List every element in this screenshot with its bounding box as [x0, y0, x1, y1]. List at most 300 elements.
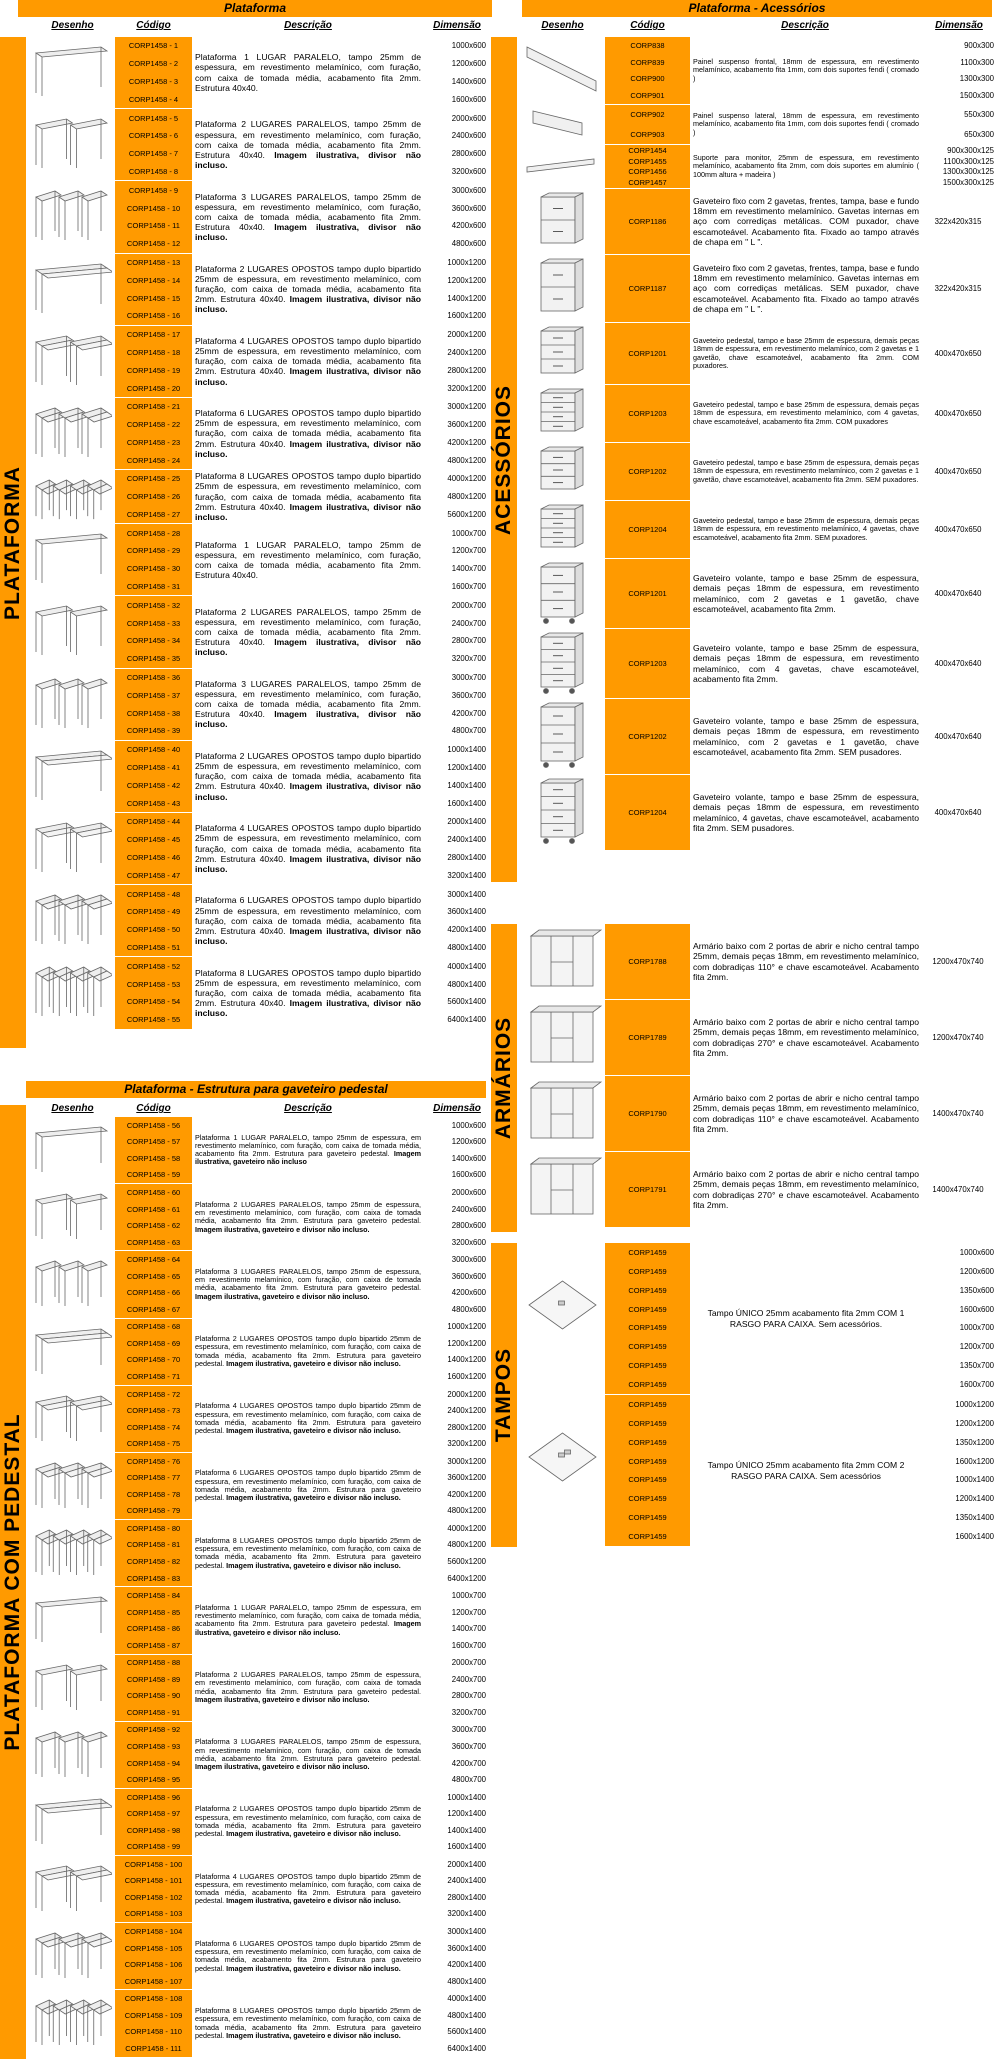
header-dimension: Dimensão: [433, 20, 481, 31]
product-codes: [605, 501, 690, 558]
product-codes: [115, 596, 192, 667]
product-code: CORP1458 - 13: [126, 257, 181, 267]
dimension-value: 1400x470x740: [932, 1185, 984, 1194]
dimension-value: 4800x1400: [447, 1976, 486, 1986]
product-code: CORP1458 - 28: [126, 528, 181, 538]
product-code: CORP1458 - 3: [128, 76, 179, 86]
product-drawing: [30, 1251, 115, 1318]
dimension-value: 1500x300x125: [942, 178, 994, 188]
product-codes: [605, 385, 690, 442]
product-codes: [115, 1184, 192, 1250]
product-code: CORP1458 - 42: [126, 780, 181, 790]
product-dimensions: [424, 596, 490, 667]
product-group: [520, 924, 998, 1000]
product-group: [520, 1243, 998, 1395]
dimension-value: 1200x470x740: [932, 1033, 984, 1042]
description-text: Tampo ÚNICO 25mm acabamento fita 2mm COM 2 RASGO PARA CAIXA. Sem acessórios: [707, 1460, 905, 1481]
header-description: Descrição: [284, 20, 332, 31]
dimension-value: 1500x300: [959, 91, 994, 101]
product-code: CORP1458 - 93: [126, 1742, 181, 1751]
dimension-value: 3600x600: [451, 1271, 486, 1281]
dimension-value: 2000x600: [451, 113, 486, 123]
dimension-value: 550x300: [964, 110, 994, 120]
product-code: CORP1458 - 5: [128, 113, 179, 123]
product-codes: [115, 1856, 192, 1922]
product-dimensions: [424, 1923, 490, 1989]
product-dimensions: [424, 181, 490, 252]
description-text: Painel suspenso lateral, 18mm de espessura, em revestimento melamínico, acabamento fita 1mm, com dois suportes fendi ( cromado ): [693, 111, 919, 137]
product-drawing: [30, 398, 115, 470]
product-code: CORP1458 - 9: [128, 185, 179, 195]
product-description: [690, 1243, 922, 1394]
description-text: Plataforma 6 LUGARES OPOSTOS tampo duplo bipartido 25mm de espessura, em revestimento melamínico, com furação, com caixa de tomada média, acabamento fita 2mm. Estrutura para gaveteiro pedestal.: [195, 1938, 421, 1973]
product-drawing: [30, 1990, 115, 2057]
product-code: CORP1458 - 12: [126, 239, 181, 249]
product-description: [690, 1000, 922, 1075]
description-text: Painel suspenso frontal, 18mm de espessura, em revestimento melamínico, acabamento fita 1mm, com dois suportes fendi ( cromado ): [693, 57, 919, 83]
dimension-value: 1200x600: [451, 59, 486, 69]
product-codes: [115, 1990, 192, 2056]
product-dimensions: [424, 1722, 490, 1788]
dimension-value: 1350x1400: [955, 1513, 994, 1523]
product-codes: [115, 1453, 192, 1519]
product-group: [30, 1856, 490, 1923]
product-codes: [115, 1655, 192, 1721]
dimension-value: 2400x1200: [447, 1406, 486, 1416]
dimension-value: 1200x1200: [447, 275, 486, 285]
product-drawing: [30, 1520, 115, 1587]
product-code: CORP1458 - 111: [125, 2043, 182, 2053]
dimension-value: 1600x1400: [447, 798, 486, 808]
product-group: [520, 559, 998, 629]
dimension-value: 322x420x315: [934, 217, 982, 226]
dimension-value: 3000x700: [451, 1725, 486, 1735]
product-description: [690, 443, 922, 500]
product-drawing: [30, 1117, 115, 1184]
product-code: CORP1458 - 20: [126, 383, 181, 393]
dimension-value: 1400x470x740: [932, 1109, 984, 1118]
product-codes: [115, 1587, 192, 1653]
product-code: CORP1458 - 72: [126, 1389, 181, 1399]
dimension-value: 3000x700: [451, 673, 486, 683]
product-code: CORP1458 - 69: [126, 1338, 181, 1348]
description-note: Imagem ilustrativa, divisor não incluso.: [195, 637, 421, 658]
product-dimensions: [424, 741, 490, 812]
product-group: [520, 37, 998, 105]
product-dimensions: [922, 1243, 998, 1394]
product-drawing: [30, 470, 115, 524]
product-group: [30, 470, 490, 524]
pedestal-title: Plataforma - Estrutura para gaveteiro pedestal: [26, 1081, 486, 1098]
product-drawing: [30, 1453, 115, 1520]
product-code: CORP1458 - 10: [126, 203, 181, 213]
product-dimensions: [424, 470, 490, 523]
product-dimensions: [922, 385, 998, 442]
product-code: CORP1458 - 52: [126, 961, 181, 971]
product-codes: [115, 1319, 192, 1385]
product-drawing: [520, 105, 605, 145]
product-group: [520, 189, 998, 255]
product-code: CORP1458 - 62: [126, 1221, 181, 1231]
product-group: [30, 1386, 490, 1453]
product-group: [30, 37, 490, 109]
dimension-value: 3200x1200: [447, 383, 486, 393]
product-code: CORP1458 - 107: [124, 1976, 183, 1986]
dimension-value: 4200x1400: [447, 1960, 486, 1970]
product-codes: [115, 37, 192, 108]
product-group: [30, 669, 490, 741]
product-dimensions: [922, 145, 998, 188]
description-note: Imagem ilustrativa, gaveteiro não incluso: [195, 1149, 421, 1167]
product-code: CORP1789: [628, 1033, 667, 1042]
description-note: Imagem ilustrativa, gaveteiro e divisor não incluso.: [226, 1560, 401, 1570]
product-code: CORP1455: [628, 156, 667, 166]
dimension-value: 2800x1400: [447, 1892, 486, 1902]
dimension-value: 400x470x650: [934, 467, 982, 476]
description-text: Plataforma 3 LUGARES PARALELOS, tampo 25mm de espessura, em revestimento melamínico, com furação, com caixa de tomada média, acabamento fita 2mm. Estrutura 40x40.: [195, 678, 421, 720]
dimension-value: 900x300x125: [947, 145, 994, 155]
description-text: Plataforma 2 LUGARES PARALELOS, tampo 25mm de espessura, em revestimento melamínico, com furação, com caixa de tomada média, acabamento fita 2mm. Estrutura 40x40.: [195, 119, 421, 160]
product-group: [520, 105, 998, 145]
dimension-value: 4800x1200: [447, 1506, 486, 1516]
description-note: Imagem ilustrativa, divisor não incluso.: [195, 925, 421, 946]
description-text: Gaveteiro volante, tampo e base 25mm de espessura, demais peças 18mm de espessura, em revestimento melamínico, 4 gavetas, chave escamoteável, acabamento fita 2mm. SEM pusadores.: [693, 792, 919, 833]
product-group: [520, 323, 998, 385]
dimension-value: 1000x1400: [447, 745, 486, 755]
product-group: [520, 629, 998, 699]
product-codes: [605, 699, 690, 774]
plataforma-side-label: PLATAFORMA: [0, 37, 26, 1048]
product-code: CORP1458 - 65: [126, 1271, 181, 1281]
product-code: CORP1790: [628, 1109, 667, 1118]
dimension-value: 1400x1400: [447, 780, 486, 790]
product-drawing: [520, 629, 605, 699]
product-code: CORP1458 - 53: [126, 979, 181, 989]
product-code: CORP1459: [628, 1475, 667, 1485]
product-description: [192, 326, 424, 397]
description-text: Plataforma 8 LUGARES OPOSTOS tampo duplo bipartido 25mm de espessura, em revestimento melamínico, com furação, com caixa de tomada média, acabamento fita 2mm. Estrutura 40x40.: [195, 967, 421, 1009]
description-text: Armário baixo com 2 portas de abrir e nicho central tampo 25mm, demais peças 18mm, em revestimento melamínico, com dobradiças 110° e chave escamoteável. Acabamento fita 2mm.: [693, 941, 919, 982]
dimension-value: 4200x1400: [447, 925, 486, 935]
product-drawing: [30, 37, 115, 109]
product-group: [30, 398, 490, 470]
product-code: CORP1459: [628, 1323, 667, 1333]
dimension-value: 1100x300: [960, 57, 994, 67]
description-text: Gaveteiro pedestal, tampo e base 25mm de espessura, demais peças 18mm de espessura, em revestimento melamínico, com 2 gavetas e 1 gavetão, chave escamoteável, acabamento fita 2mm. SEM puxadores.: [693, 458, 919, 484]
dimension-value: 3600x700: [451, 1742, 486, 1751]
product-drawing: [30, 109, 115, 181]
dimension-value: 2800x1200: [447, 1422, 486, 1432]
description-text: Armário baixo com 2 portas de abrir e nicho central tampo 25mm, demais peças 18mm, em revestimento melamínico, com dobradiças 270° e chave escamoteável. Acabamento fita 2mm.: [693, 1017, 919, 1058]
product-group: [30, 524, 490, 596]
product-code: CORP1458 - 102: [124, 1892, 183, 1902]
product-description: [192, 1184, 424, 1250]
product-drawing: [30, 1655, 115, 1722]
description-note: Imagem ilustrativa, gaveteiro e divisor não incluso.: [226, 1358, 401, 1368]
product-code: CORP1458 - 98: [126, 1825, 181, 1835]
product-code: CORP1458 - 95: [126, 1775, 181, 1785]
description-note: Imagem ilustrativa, gaveteiro e divisor não incluso.: [226, 2030, 401, 2040]
product-group: [30, 1184, 490, 1251]
product-description: [192, 1319, 424, 1385]
product-group: [30, 1319, 490, 1386]
dimension-value: 3600x700: [451, 690, 486, 700]
dimension-value: 3200x600: [451, 166, 486, 176]
product-codes: [115, 326, 192, 397]
product-description: [690, 699, 922, 774]
dimension-value: 2000x1200: [447, 1389, 486, 1399]
dimension-value: 1600x600: [451, 1170, 486, 1180]
dimension-value: 4800x1400: [447, 2010, 486, 2020]
product-dimensions: [424, 37, 490, 108]
description-text: Plataforma 4 LUGARES OPOSTOS tampo duplo bipartido 25mm de espessura, em revestimento melamínico, com furação, com caixa de tomada média, acabamento fita 2mm. Estrutura para gaveteiro pedestal.: [195, 1401, 421, 1436]
product-code: CORP1459: [628, 1399, 667, 1409]
product-code: CORP839: [630, 57, 665, 67]
product-description: [192, 524, 424, 595]
product-drawing: [520, 323, 605, 385]
product-code: CORP1458 - 49: [126, 907, 181, 917]
product-code: CORP1456: [628, 167, 667, 177]
product-code: CORP1458 - 61: [126, 1204, 181, 1214]
product-code: CORP1201: [628, 589, 667, 598]
header-drawing: Desenho: [51, 1103, 94, 1114]
product-code: CORP1459: [628, 1247, 667, 1257]
product-codes: [115, 1520, 192, 1586]
header-description: Descrição: [284, 1103, 332, 1114]
product-codes: [605, 775, 690, 850]
product-group: [30, 109, 490, 181]
dimension-value: 1600x1200: [955, 1456, 994, 1466]
dimension-value: 1000x600: [959, 1247, 994, 1257]
product-codes: [115, 1722, 192, 1788]
description-text: Gaveteiro pedestal, tampo e base 25mm de espessura, demais peças 18mm de espessura, em revestimento melamínico, com 4 gavetas, chave escamoteável, acabamento fita 2mm. COM puxadores: [693, 400, 919, 426]
tampos-side-label: TAMPOS: [491, 1243, 517, 1547]
product-code: CORP1458 - 1: [128, 41, 179, 51]
dimension-value: 4800x600: [451, 1304, 486, 1314]
description-note: Imagem ilustrativa, gaveteiro e divisor não incluso.: [195, 1619, 421, 1637]
product-code: CORP1458 - 26: [126, 492, 181, 502]
product-dimensions: [424, 1386, 490, 1452]
product-code: CORP1458 - 2: [128, 59, 179, 69]
product-description: [192, 1856, 424, 1922]
product-code: CORP1458 - 36: [126, 673, 181, 683]
product-dimensions: [922, 699, 998, 774]
description-note: Imagem ilustrativa, divisor não incluso.: [195, 501, 421, 522]
description-note: Imagem ilustrativa, gaveteiro e divisor não incluso.: [195, 1694, 370, 1704]
product-description: [192, 181, 424, 252]
header-drawing: Desenho: [541, 20, 584, 31]
tampos-table: [520, 1243, 998, 1547]
dimension-value: 1200x700: [959, 1342, 994, 1352]
product-code: CORP1459: [628, 1266, 667, 1276]
dimension-value: 4800x600: [451, 239, 486, 249]
product-drawing: [30, 1386, 115, 1453]
product-dimensions: [424, 885, 490, 956]
dimension-value: 2800x1200: [447, 365, 486, 375]
product-description: [192, 1453, 424, 1519]
product-dimensions: [922, 189, 998, 254]
dimension-value: 1000x1400: [447, 1792, 486, 1802]
product-description: [192, 1722, 424, 1788]
dimension-value: 3200x700: [451, 654, 486, 664]
product-description: [192, 885, 424, 956]
dimension-value: 2000x700: [451, 600, 486, 610]
description-text: Plataforma 3 LUGARES PARALELOS, tampo 25mm de espessura, em revestimento melamínico, com furação, com caixa de tomada média, acabamento fita 2mm. Estrutura para gaveteiro pedestal.: [195, 1266, 421, 1293]
dimension-value: 3000x1200: [447, 1456, 486, 1466]
description-text: Armário baixo com 2 portas de abrir e nicho central tampo 25mm, demais peças 18mm, em revestimento melamínico, com dobradiças 110° e chave escamoteável. Acabamento fita 2mm.: [693, 1093, 919, 1134]
dimension-value: 4800x1200: [447, 492, 486, 502]
product-code: CORP1458 - 43: [126, 798, 181, 808]
product-drawing: [30, 669, 115, 741]
product-code: CORP1458 - 33: [126, 618, 181, 628]
product-code: CORP1458 - 31: [126, 582, 181, 592]
product-drawing: [520, 385, 605, 443]
product-code: CORP1458 - 90: [126, 1691, 181, 1701]
product-dimensions: [922, 775, 998, 850]
product-dimensions: [922, 255, 998, 322]
product-dimensions: [424, 1856, 490, 1922]
dimension-value: 1000x1200: [447, 1322, 486, 1332]
dimension-value: 1400x1200: [447, 293, 486, 303]
product-code: CORP1458 - 85: [126, 1607, 181, 1617]
description-text: Plataforma 2 LUGARES OPOSTOS tampo duplo bipartido 25mm de espessura, em revestimento melamínico, com furação, com caixa de tomada média, acabamento fita 2mm. Estrutura para gaveteiro pedestal.: [195, 1804, 421, 1839]
product-code: CORP1458 - 89: [126, 1674, 181, 1684]
product-description: [192, 1789, 424, 1855]
product-group: [30, 1251, 490, 1318]
product-code: CORP1458 - 96: [126, 1792, 181, 1802]
product-dimensions: [922, 105, 998, 144]
product-drawing: [30, 1722, 115, 1789]
product-description: [192, 109, 424, 180]
dimension-value: 4200x600: [451, 1288, 486, 1298]
dimension-value: 900x300: [964, 40, 994, 50]
product-code: CORP1458 - 56: [126, 1120, 181, 1130]
dimension-value: 6400x1400: [447, 1015, 486, 1025]
product-description: [690, 629, 922, 698]
product-codes: [605, 323, 690, 384]
product-drawing: [30, 1789, 115, 1856]
product-code: CORP1458 - 87: [126, 1640, 181, 1650]
description-text: Plataforma 8 LUGARES OPOSTOS tampo duplo bipartido 25mm de espessura, em revestimento melamínico, com furação, com caixa de tomada média, acabamento fita 2mm. Estrutura para gaveteiro pedestal.: [195, 2005, 421, 2040]
description-note: Imagem ilustrativa, divisor não incluso.: [195, 222, 421, 243]
product-description: [690, 37, 922, 104]
product-group: [30, 1453, 490, 1520]
product-group: [30, 1990, 490, 2057]
product-drawing: [520, 1000, 605, 1076]
dimension-value: 5600x1400: [447, 2027, 486, 2037]
product-codes: [605, 189, 690, 254]
dimension-value: 4000x1200: [447, 474, 486, 484]
product-code: CORP1458 - 81: [126, 1540, 181, 1550]
product-codes: [115, 669, 192, 740]
dimension-value: 1600x1400: [447, 1842, 486, 1852]
product-code: CORP1458 - 110: [125, 2027, 182, 2037]
dimension-value: 4000x1200: [447, 1523, 486, 1533]
product-drawing: [30, 326, 115, 398]
product-codes: [115, 109, 192, 180]
dimension-value: 3600x1200: [447, 1473, 486, 1483]
description-note: Imagem ilustrativa, gaveteiro e divisor não incluso.: [195, 1291, 370, 1301]
dimension-value: 1200x1200: [447, 1338, 486, 1348]
dimension-value: 400x470x640: [934, 659, 982, 668]
product-description: [690, 1152, 922, 1227]
dimension-value: 6400x1200: [447, 1573, 486, 1583]
product-dimensions: [424, 1251, 490, 1317]
dimension-value: 1350x600: [959, 1285, 994, 1295]
description-note: Imagem ilustrativa, gaveteiro e divisor não incluso.: [226, 1829, 401, 1839]
product-drawing: [30, 596, 115, 668]
description-note: Imagem ilustrativa, divisor não incluso.: [195, 781, 421, 802]
product-code: CORP1458 - 101: [124, 1876, 183, 1886]
dimension-value: 2000x1200: [447, 330, 486, 340]
dimension-value: 1200x700: [451, 1607, 486, 1617]
dimension-value: 2000x1400: [447, 1859, 486, 1869]
product-code: CORP1459: [628, 1418, 667, 1428]
product-code: CORP1203: [628, 659, 667, 668]
product-codes: [115, 398, 192, 469]
product-group: [30, 596, 490, 668]
dimension-value: 1600x1200: [447, 1371, 486, 1381]
description-text: Plataforma 1 LUGAR PARALELO, tampo 25mm de espessura, em revestimento melamínico, com furação, com caixa de tomada média, acabamento fita 2mm. Estrutura 40x40.: [195, 539, 421, 580]
dimension-value: 1600x600: [959, 1304, 994, 1314]
product-code: CORP1459: [628, 1342, 667, 1352]
product-code: CORP1788: [628, 957, 667, 966]
product-codes: [605, 1076, 690, 1151]
product-code: CORP1458 - 44: [126, 817, 181, 827]
product-code: CORP1458 - 45: [126, 835, 181, 845]
description-note: Imagem ilustrativa, gaveteiro e divisor não incluso.: [226, 1426, 401, 1436]
product-code: CORP1458 - 16: [126, 311, 181, 321]
dimension-value: 3600x1400: [447, 1943, 486, 1953]
product-code: CORP1458 - 35: [126, 654, 181, 664]
product-code: CORP1458 - 50: [126, 925, 181, 935]
product-code: CORP1458 - 51: [126, 942, 181, 952]
dimension-value: 2400x1200: [447, 347, 486, 357]
description-note: Imagem ilustrativa, divisor não incluso.: [195, 366, 421, 387]
product-group: [30, 1789, 490, 1856]
product-code: CORP1458 - 30: [126, 564, 181, 574]
product-codes: [115, 1923, 192, 1989]
dimension-value: 4800x1400: [447, 942, 486, 952]
description-text: Plataforma 2 LUGARES PARALELOS, tampo 25mm de espessura, em revestimento melamínico, com furação, com caixa de tomada média, acabamento fita 2mm. Estrutura para gaveteiro pedestal.: [195, 1199, 421, 1226]
dimension-value: 1400x600: [451, 76, 486, 86]
header-dimension: Dimensão: [433, 1103, 481, 1114]
dimension-value: 1600x700: [959, 1380, 994, 1390]
product-dimensions: [424, 1789, 490, 1855]
description-note: Imagem ilustrativa, gaveteiro e divisor não incluso.: [226, 1493, 401, 1503]
description-note: Imagem ilustrativa, divisor não incluso.: [195, 438, 421, 459]
description-text: Plataforma 1 LUGAR PARALELO, tampo 25mm de espessura, em revestimento melamínico, com furação, com caixa de tomada média, acabamento fita 2mm. Estrutura para gaveteiro pedestal.: [195, 1602, 421, 1629]
product-code: CORP838: [630, 40, 665, 50]
product-group: [30, 326, 490, 398]
product-code: CORP1201: [628, 349, 667, 358]
description-text: Tampo ÚNICO 25mm acabamento fita 2mm COM 1 RASGO PARA CAIXA. Sem acessórios.: [707, 1308, 905, 1329]
dimension-value: 1200x700: [451, 546, 486, 556]
product-drawing: [30, 813, 115, 885]
dimension-value: 400x470x650: [934, 525, 982, 534]
dimension-value: 5600x1200: [447, 509, 486, 519]
product-code: CORP1458 - 27: [126, 509, 181, 519]
product-dimensions: [922, 559, 998, 628]
product-description: [192, 957, 424, 1028]
product-dimensions: [424, 1520, 490, 1586]
dimension-value: 1400x1400: [447, 1825, 486, 1835]
product-dimensions: [424, 1117, 490, 1183]
product-code: CORP1458 - 34: [126, 636, 181, 646]
product-code: CORP1458 - 48: [126, 889, 181, 899]
description-text: Plataforma 3 LUGARES PARALELOS, tampo 25mm de espessura, em revestimento melamínico, com furação, com caixa de tomada média, acabamento fita 2mm. Estrutura 40x40.: [195, 191, 421, 233]
product-codes: [115, 524, 192, 595]
